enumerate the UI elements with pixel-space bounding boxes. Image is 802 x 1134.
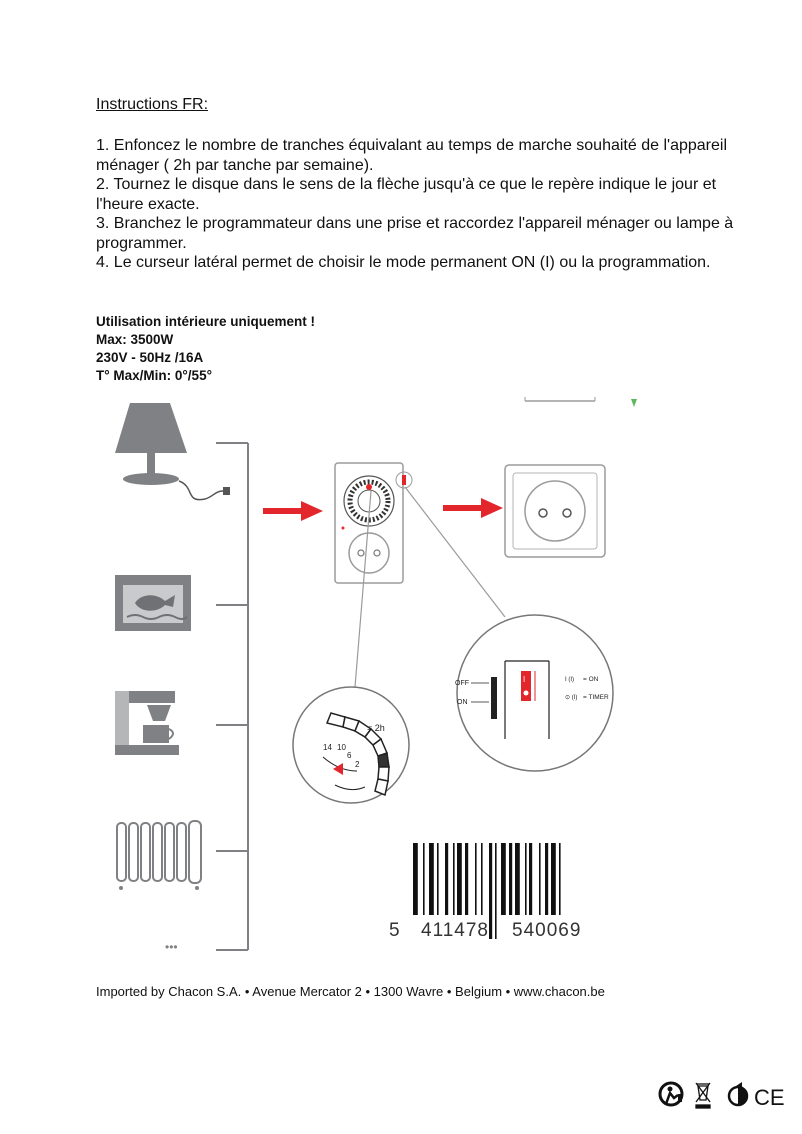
legend-on-symbol: I (I) [565, 677, 574, 683]
timer-plug-device [335, 463, 412, 583]
dial-zoom-detail [293, 687, 409, 803]
weee-bin-icon [696, 1083, 710, 1108]
instruction-steps [96, 136, 736, 273]
barcode [389, 843, 587, 941]
arrow-right-icon [263, 501, 323, 521]
switch-on-label: ON [457, 699, 468, 706]
dial-number-6: 6 [347, 751, 352, 760]
barcode-bar [489, 843, 492, 939]
usage-diagram [95, 395, 655, 960]
wall-socket-icon [505, 465, 605, 557]
indoor-warning: Utilisation intérieure uniquement ! [96, 314, 316, 329]
legend-timer-symbol: ⊙ (I) [565, 695, 578, 701]
appliance-bracket [216, 443, 248, 950]
switch-off-label: OFF [455, 680, 469, 687]
dial-number-10: 10 [337, 743, 346, 752]
dial-number-2: 2 [355, 760, 360, 769]
step-4: 4. Le curseur latéral permet de choisir le mode permanent ON (I) ou la programmation. [96, 254, 711, 271]
step-3: 3. Branchez le programmateur dans une prise et raccordez l'appareil ménager ou lampe à programmer. [96, 215, 734, 252]
dial-2h-label: = 2h [367, 723, 385, 733]
switch-zoom-detail [455, 615, 613, 771]
arrow-right-icon-2 [443, 498, 503, 518]
radiator-icon [117, 821, 201, 883]
step-2: 2. Tournez le disque dans le sens de la flèche jusqu'à ce que le repère indique le jour et l'heure exacte. [96, 176, 717, 213]
step-1: 1. Enfoncez le nombre de tranches équivalant au temps de marche souhaité de l'appareil ménager ( 2h par tanche par semaine). [96, 137, 727, 174]
green-dot-icon [729, 1082, 747, 1105]
more-appliances-ellipsis: ••• [165, 940, 178, 954]
max-power: Max: 3500W [96, 332, 174, 347]
aquarium-icon [115, 575, 191, 631]
temperature-range: T° Max/Min: 0°/55° [96, 368, 212, 383]
barcode-bar [495, 843, 497, 939]
legend-timer-label: = TIMER [583, 694, 609, 701]
legend-on-label: = ON [583, 676, 599, 683]
voltage-rating: 230V - 50Hz /16A [96, 350, 204, 365]
certification-logos [656, 1078, 786, 1112]
dial-number-14: 14 [323, 743, 332, 752]
svg-text:I: I [523, 675, 526, 684]
coffee-maker-icon [115, 691, 179, 755]
specifications [96, 313, 315, 385]
ce-mark: CE [754, 1085, 785, 1110]
recycling-person-icon [660, 1083, 682, 1105]
barcode-first-digit: 5 [389, 920, 401, 941]
footer-importer: Imported by Chacon S.A. • Avenue Mercator 2 • 1300 Wavre • Belgium • www.chacon.be [96, 984, 605, 999]
page-title: Instructions FR: [96, 96, 209, 113]
lamp-icon [115, 403, 230, 500]
barcode-left-digits: 411478 [421, 920, 489, 941]
barcode-right-digits: 540069 [512, 920, 582, 941]
